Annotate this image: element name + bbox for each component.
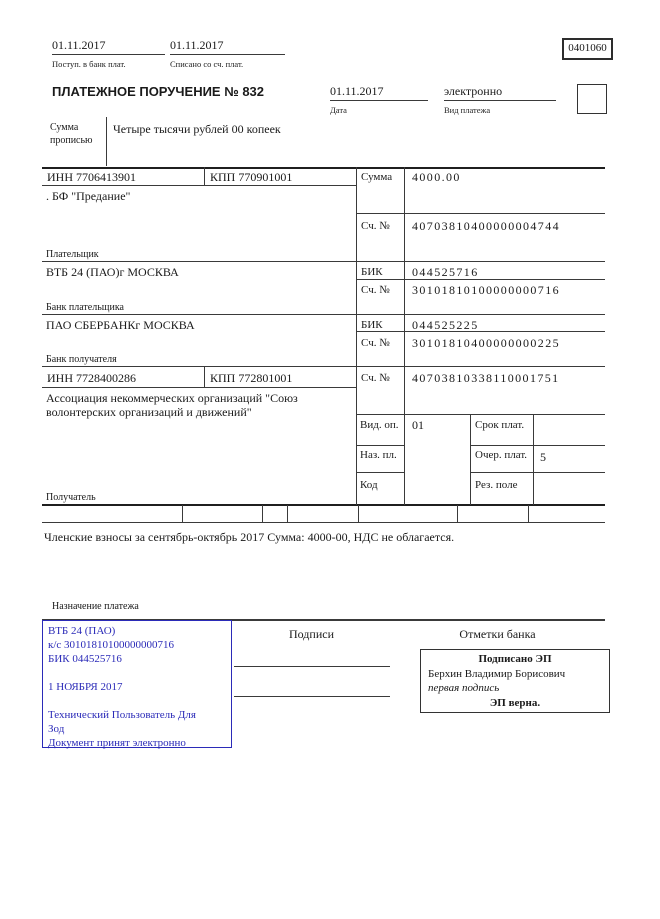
stamp-line: БИК 044525716 [48,653,122,665]
grid-line [528,505,529,522]
stamp-line: ВТБ 24 (ПАО) [48,625,116,637]
form-code-box: 0401060 [562,38,613,60]
grid-line [42,366,605,367]
grid-line [356,472,404,473]
grid-line [356,279,605,280]
purpose-label: Назначение платежа [52,601,139,612]
stamp-line [48,694,226,708]
stamp-line: к/с 30101810100000000716 [48,639,175,651]
payee-name-line1: Ассоциация некоммерческих организаций "Союз [46,391,298,405]
date-debited-label: Списано со сч. плат. [170,59,244,69]
kod-label: Код [360,479,378,491]
vid-op-label: Вид. оп. [360,419,399,431]
payee-kpp: КПП 772801001 [210,371,293,385]
bank-electronic-stamp [42,620,232,748]
amount-words-label: Сумма прописью [50,122,93,146]
payee-section-label: Получатель [46,492,96,503]
ocher-plat-label: Очер. плат. [475,449,528,461]
document-date-value: 01.11.2017 [330,84,384,98]
payer-bank-name: ВТБ 24 (ПАО)г МОСКВА [46,265,179,279]
sum-cell-label: Сумма [361,171,393,183]
grid-line [356,414,605,415]
grid-line [204,366,205,387]
grid-line [262,505,263,522]
payer-section-label: Плательщик [46,249,99,260]
bank-marks-heading: Отметки банка [459,627,536,641]
grid-line [42,185,356,186]
stamp-signed-line: Подписано ЭП [478,653,552,665]
grid-line [356,213,605,214]
stamp-line: Зод [48,723,65,735]
date-received-label: Поступ. в банк плат. [52,59,126,69]
grid-line [533,414,534,505]
payee-inn: ИНН 7728400286 [47,371,136,385]
stamp-line: Документ принят электронно [48,737,186,749]
srok-plat-label: Срок плат. [475,419,525,431]
payer-kpp: КПП 770901001 [210,170,293,184]
payee-bank-bik: 044525225 [412,318,479,332]
grid-line [356,445,404,446]
naz-pl-label: Наз. пл. [360,449,397,461]
payer-bank-section-label: Банк плательщика [46,302,124,313]
grid-line [42,522,605,523]
payee-bank-bik-label: БИК [361,319,383,331]
payee-account-label: Сч. № [361,372,390,384]
payment-type-value: электронно [444,84,503,98]
grid-line [404,167,405,505]
date-received-underline [52,54,165,55]
date-debited-underline [170,54,285,55]
payment-type-label: Вид платежа [444,105,491,115]
payment-type-underline [444,100,556,101]
payer-bank-bik-label: БИК [361,266,383,278]
document-title: ПЛАТЕЖНОЕ ПОРУЧЕНИЕ № 832 [52,84,265,99]
payee-name-line2: волонтерских организаций и движений" [46,405,252,419]
bank-marks-stamp [420,649,610,713]
status-checkbox [577,84,607,114]
document-date-label: Дата [330,105,347,115]
payee-bank-account: 30101810400000000225 [412,336,560,350]
payer-bank-bik: 044525716 [412,265,479,279]
signature-line [234,696,390,697]
payer-account-label: Сч. № [361,220,390,232]
stamp-line: 1 НОЯБРЯ 2017 [48,681,123,693]
amount-words-value: Четыре тысячи рублей 00 копеек [113,122,281,136]
grid-line [470,472,605,473]
grid-line [42,167,605,169]
date-debited-value: 01.11.2017 [170,38,224,52]
grid-line [470,414,471,505]
payer-account: 40703810400000004744 [412,219,560,233]
document-date-underline [330,100,428,101]
grid-line [356,167,357,505]
payer-bank-account-label: Сч. № [361,284,390,296]
vid-op-value: 01 [412,418,424,432]
payer-inn: ИНН 7706413901 [47,170,136,184]
payee-account: 40703810338110001751 [412,371,560,385]
grid-line [204,167,205,185]
stamp-signer-name: Берхин Владимир Борисович [428,667,566,680]
stamp-verified-line: ЭП верна. [489,696,541,709]
payee-bank-account-label: Сч. № [361,337,390,349]
grid-line [106,117,107,166]
payer-bank-account: 30101810100000000716 [412,283,560,297]
ocher-plat-value: 5 [540,450,546,464]
sum-cell-value: 4000.00 [412,170,461,184]
purpose-text: Членские взносы за сентябрь-октябрь 2017 Сумма: 4000-00, НДС не облагается. [44,530,455,544]
payee-bank-name: ПАО СБЕРБАНКг МОСКВА [46,318,195,332]
date-received-value: 01.11.2017 [52,38,106,52]
grid-line [470,445,605,446]
grid-line [356,331,605,332]
payer-name: . БФ "Предание" [46,189,131,203]
grid-line [457,505,458,522]
stamp-line: Технический Пользователь Для [48,709,196,721]
grid-line [287,505,288,522]
stamp-line [48,666,226,680]
grid-line [182,505,183,522]
stamp-signature-type: первая подпись [428,682,500,694]
grid-line [42,261,605,262]
grid-line [42,387,356,388]
grid-line [42,314,605,315]
signature-line [234,666,390,667]
payee-bank-section-label: Банк получателя [46,354,117,365]
rez-pole-label: Рез. поле [475,479,518,491]
signatures-heading: Подписи [288,627,335,641]
grid-line [358,505,359,522]
grid-line [42,504,605,506]
